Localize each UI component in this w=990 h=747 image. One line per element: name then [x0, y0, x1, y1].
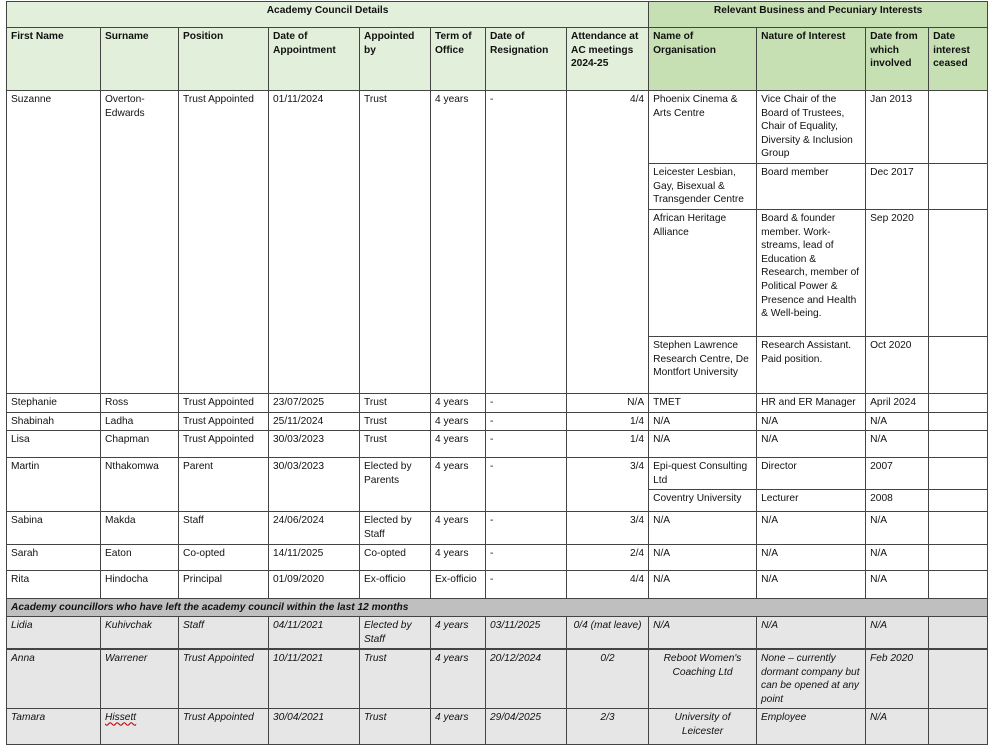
cell-nature: Board & founder member. Work-streams, lead of Education & Research, member of Political Power & Presence and Health & Well-being.: [757, 209, 866, 336]
cell-nature: Research Assistant. Paid position.: [757, 336, 866, 393]
cell-organisation: Coventry University: [649, 490, 757, 512]
governance-table: [6, 1, 988, 649]
cell-organisation: African Heritage Alliance: [649, 209, 757, 336]
previous-members-table: [6, 649, 988, 745]
cell-surname: Hindocha: [101, 570, 179, 598]
cell-date-ceased: [929, 431, 988, 458]
cell-nature: N/A: [757, 512, 866, 544]
cell-appointed-by: Trust: [360, 91, 431, 394]
cell-position: Staff: [179, 512, 269, 544]
cell-resigned: -: [486, 431, 567, 458]
cell-position: Trust Appointed: [179, 709, 269, 745]
cell-first-name: Martin: [7, 458, 101, 512]
cell-surname: Makda: [101, 512, 179, 544]
cell-date-from: N/A: [866, 412, 929, 431]
cell-nature: Lecturer: [757, 490, 866, 512]
cell-date-ceased: [929, 209, 988, 336]
cell-first-name: Stephanie: [7, 393, 101, 412]
cell-date-from: Sep 2020: [866, 209, 929, 336]
cell-position: Co-opted: [179, 544, 269, 570]
cell-nature: HR and ER Manager: [757, 393, 866, 412]
cell-date-ceased: [929, 91, 988, 164]
cell-organisation: Epi-quest Consulting Ltd: [649, 458, 757, 490]
cell-surname: Chapman: [101, 431, 179, 458]
cell-appointed: 25/11/2024: [269, 412, 360, 431]
cell-date-from: Oct 2020: [866, 336, 929, 393]
cell-date-ceased: [929, 490, 988, 512]
cell-term: 4 years: [431, 544, 486, 570]
cell-appointed: 30/03/2023: [269, 431, 360, 458]
col-date-of-appointment: Date of Appointment: [269, 28, 360, 91]
cell-appointed-by: Elected by Staff: [360, 512, 431, 544]
cell-date-ceased: [929, 458, 988, 490]
cell-appointed: 30/03/2023: [269, 458, 360, 512]
cell-surname: Overton-Edwards: [101, 91, 179, 394]
col-nature-of-interest: Nature of Interest: [757, 28, 866, 91]
cell-appointed-by: Elected by Staff: [360, 617, 431, 649]
table-row: [7, 617, 988, 649]
cell-organisation: Leicester Lesbian, Gay, Bisexual & Transgender Centre: [649, 163, 757, 209]
cell-resigned: 29/04/2025: [486, 709, 567, 745]
cell-nature: N/A: [757, 570, 866, 598]
cell-appointed-by: Ex-officio: [360, 570, 431, 598]
cell-appointed: 01/11/2024: [269, 91, 360, 394]
cell-appointed: 30/04/2021: [269, 709, 360, 745]
cell-date-ceased: [929, 412, 988, 431]
left-section-title: Academy councillors who have left the academy council within the last 12 months: [7, 598, 988, 617]
cell-resigned: -: [486, 412, 567, 431]
cell-date-ceased: [929, 617, 988, 649]
cell-nature: N/A: [757, 412, 866, 431]
cell-position: Principal: [179, 570, 269, 598]
cell-date-from: N/A: [866, 709, 929, 745]
cell-resigned: -: [486, 91, 567, 394]
col-date-involved: Date from which involved: [866, 28, 929, 91]
table-row: [7, 458, 988, 490]
cell-date-ceased: [929, 163, 988, 209]
cell-surname: Nthakomwa: [101, 458, 179, 512]
cell-attendance: 3/4: [567, 458, 649, 512]
table-row: [7, 570, 988, 598]
col-name-of-organisation: Name of Organisation: [649, 28, 757, 91]
table-row: [7, 709, 988, 745]
column-header-row: [7, 28, 988, 91]
col-term-of-office: Term of Office: [431, 28, 486, 91]
cell-organisation: N/A: [649, 412, 757, 431]
cell-date-from: N/A: [866, 544, 929, 570]
cell-position: Trust Appointed: [179, 393, 269, 412]
cell-resigned: 03/11/2025: [486, 617, 567, 649]
cell-date-ceased: [929, 709, 988, 745]
cell-date-ceased: [929, 544, 988, 570]
cell-organisation: University of Leicester: [649, 709, 757, 745]
cell-nature: None – currently dormant company but can be opened at any point: [757, 650, 866, 709]
cell-position: Staff: [179, 617, 269, 649]
cell-organisation: N/A: [649, 512, 757, 544]
cell-term: 4 years: [431, 617, 486, 649]
cell-appointed-by: Trust: [360, 709, 431, 745]
cell-date-from: N/A: [866, 512, 929, 544]
cell-appointed: 10/11/2021: [269, 650, 360, 709]
cell-organisation: N/A: [649, 570, 757, 598]
cell-appointed-by: Co-opted: [360, 544, 431, 570]
cell-position: Parent: [179, 458, 269, 512]
relevant-interests-heading: Relevant Business and Pecuniary Interests: [649, 2, 988, 28]
cell-first-name: Rita: [7, 570, 101, 598]
cell-appointed-by: Trust: [360, 650, 431, 709]
col-first-name: First Name: [7, 28, 101, 91]
cell-attendance: 0/2: [567, 650, 649, 709]
table-row: [7, 544, 988, 570]
cell-resigned: -: [486, 544, 567, 570]
cell-date-from: Jan 2013: [866, 91, 929, 164]
cell-organisation: N/A: [649, 544, 757, 570]
spellcheck-surname: Hissett: [105, 712, 137, 724]
cell-position: Trust Appointed: [179, 650, 269, 709]
cell-date-ceased: [929, 570, 988, 598]
cell-position: Trust Appointed: [179, 431, 269, 458]
cell-organisation: Stephen Lawrence Research Centre, De Montfort University: [649, 336, 757, 393]
cell-appointed-by: Trust: [360, 431, 431, 458]
cell-surname: [101, 709, 179, 745]
cell-first-name: Anna: [7, 650, 101, 709]
cell-attendance: 4/4: [567, 570, 649, 598]
table-row: [7, 512, 988, 544]
cell-first-name: Tamara: [7, 709, 101, 745]
cell-date-ceased: [929, 512, 988, 544]
cell-term: 4 years: [431, 650, 486, 709]
cell-date-from: N/A: [866, 617, 929, 649]
cell-surname: Ladha: [101, 412, 179, 431]
cell-term: Ex-officio: [431, 570, 486, 598]
table-row: [7, 393, 988, 412]
cell-date-from: N/A: [866, 570, 929, 598]
cell-date-ceased: [929, 393, 988, 412]
cell-nature: Director: [757, 458, 866, 490]
cell-nature: Vice Chair of the Board of Trustees, Chair of Equality, Diversity & Inclusion Group: [757, 91, 866, 164]
cell-attendance: 1/4: [567, 431, 649, 458]
cell-attendance: N/A: [567, 393, 649, 412]
cell-term: 4 years: [431, 91, 486, 394]
col-date-of-resignation: Date of Resignation: [486, 28, 567, 91]
cell-first-name: Shabinah: [7, 412, 101, 431]
cell-surname: Ross: [101, 393, 179, 412]
cell-term: 4 years: [431, 431, 486, 458]
cell-resigned: -: [486, 393, 567, 412]
cell-surname: Warrener: [101, 650, 179, 709]
col-surname: Surname: [101, 28, 179, 91]
cell-organisation: Reboot Women's Coaching Ltd: [649, 650, 757, 709]
cell-first-name: Sabina: [7, 512, 101, 544]
cell-attendance: 4/4: [567, 91, 649, 394]
cell-attendance: 2/4: [567, 544, 649, 570]
cell-nature: N/A: [757, 544, 866, 570]
cell-date-from: 2007: [866, 458, 929, 490]
cell-attendance: 1/4: [567, 412, 649, 431]
cell-nature: N/A: [757, 617, 866, 649]
cell-term: 4 years: [431, 393, 486, 412]
cell-appointed: 04/11/2021: [269, 617, 360, 649]
cell-surname: Kuhivchak: [101, 617, 179, 649]
cell-appointed: 01/09/2020: [269, 570, 360, 598]
cell-surname: Eaton: [101, 544, 179, 570]
cell-date-ceased: [929, 650, 988, 709]
cell-organisation: N/A: [649, 617, 757, 649]
cell-nature: Employee: [757, 709, 866, 745]
cell-appointed-by: Elected by Parents: [360, 458, 431, 512]
cell-date-from: 2008: [866, 490, 929, 512]
cell-date-from: April 2024: [866, 393, 929, 412]
cell-attendance: 0/4 (mat leave): [567, 617, 649, 649]
table-row: [7, 91, 988, 164]
cell-appointed-by: Trust: [360, 393, 431, 412]
cell-nature: N/A: [757, 431, 866, 458]
col-date-ceased: Date interest ceased: [929, 28, 988, 91]
cell-organisation: N/A: [649, 431, 757, 458]
cell-organisation: TMET: [649, 393, 757, 412]
cell-first-name: Lidia: [7, 617, 101, 649]
col-appointed-by: Appointed by: [360, 28, 431, 91]
table-row: [7, 650, 988, 709]
academy-council-details-heading: Academy Council Details: [7, 2, 649, 28]
cell-term: 4 years: [431, 412, 486, 431]
cell-date-from: Dec 2017: [866, 163, 929, 209]
col-attendance: Attendance at AC meetings 2024-25: [567, 28, 649, 91]
cell-attendance: 3/4: [567, 512, 649, 544]
cell-date-from: Feb 2020: [866, 650, 929, 709]
table-row: [7, 412, 988, 431]
cell-resigned: -: [486, 512, 567, 544]
cell-nature: Board member: [757, 163, 866, 209]
table-row: [7, 431, 988, 458]
cell-resigned: 20/12/2024: [486, 650, 567, 709]
cell-appointed: 14/11/2025: [269, 544, 360, 570]
cell-appointed-by: Trust: [360, 412, 431, 431]
cell-attendance: 2/3: [567, 709, 649, 745]
col-position: Position: [179, 28, 269, 91]
cell-resigned: -: [486, 570, 567, 598]
cell-position: Trust Appointed: [179, 91, 269, 394]
cell-date-from: N/A: [866, 431, 929, 458]
section-header-row: [7, 2, 988, 28]
cell-appointed: 23/07/2025: [269, 393, 360, 412]
cell-term: 4 years: [431, 458, 486, 512]
cell-position: Trust Appointed: [179, 412, 269, 431]
left-section-row: [7, 598, 988, 617]
cell-term: 4 years: [431, 709, 486, 745]
cell-resigned: -: [486, 458, 567, 512]
cell-first-name: Sarah: [7, 544, 101, 570]
cell-date-ceased: [929, 336, 988, 393]
cell-appointed: 24/06/2024: [269, 512, 360, 544]
cell-organisation: Phoenix Cinema & Arts Centre: [649, 91, 757, 164]
cell-first-name: Lisa: [7, 431, 101, 458]
cell-first-name: Suzanne: [7, 91, 101, 394]
cell-term: 4 years: [431, 512, 486, 544]
